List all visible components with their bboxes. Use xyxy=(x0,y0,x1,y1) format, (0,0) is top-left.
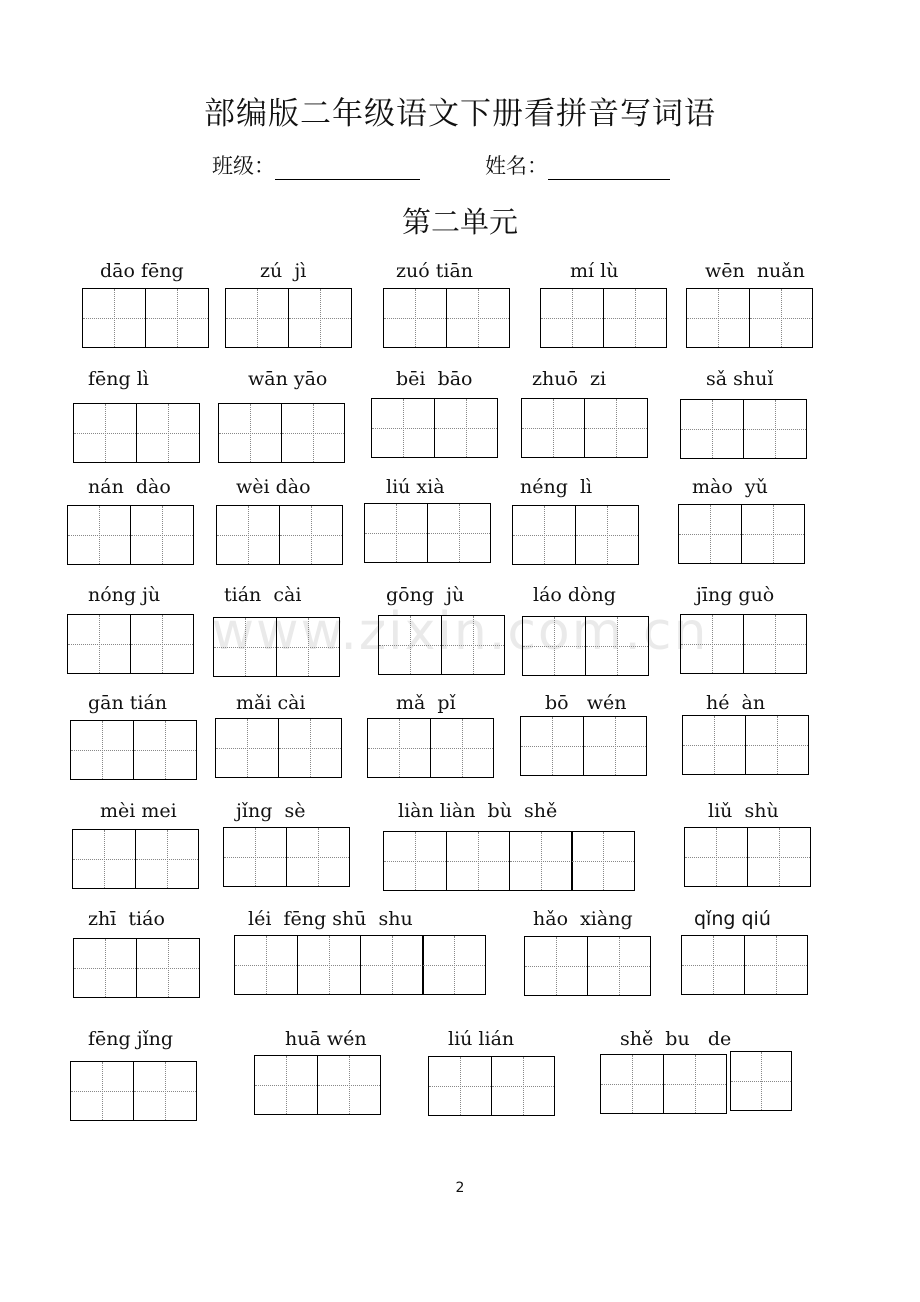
answer-boxes[interactable] xyxy=(223,827,349,887)
pinyin-label: wèi dào xyxy=(236,476,311,498)
pinyin-label: fēng lì xyxy=(88,368,149,390)
pinyin-label: liú lián xyxy=(448,1028,515,1050)
class-label: 班级： xyxy=(212,154,275,178)
answer-boxes[interactable] xyxy=(67,614,193,674)
answer-boxes[interactable] xyxy=(600,1054,726,1114)
pinyin-label: dāo fēng xyxy=(100,260,184,282)
answer-boxes[interactable] xyxy=(520,716,646,776)
pinyin-label: wēn nuǎn xyxy=(705,260,805,282)
answer-boxes[interactable] xyxy=(72,829,198,889)
answer-boxes[interactable] xyxy=(522,616,648,676)
answer-boxes[interactable] xyxy=(378,615,504,675)
pinyin-label: láo dòng xyxy=(533,584,616,606)
answer-boxes[interactable] xyxy=(524,936,650,996)
pinyin-label: mào yǔ xyxy=(692,476,768,498)
answer-boxes[interactable] xyxy=(216,505,342,565)
pinyin-label: jīng guò xyxy=(696,584,775,606)
answer-boxes[interactable] xyxy=(67,505,193,565)
answer-boxes[interactable] xyxy=(367,718,493,778)
answer-boxes[interactable] xyxy=(218,403,344,463)
pinyin-label: mǎi cài xyxy=(236,692,306,714)
pinyin-label: léi fēng shū shu xyxy=(248,908,413,930)
pinyin-label: fēng jǐng xyxy=(88,1028,174,1050)
pinyin-label: nán dào xyxy=(88,476,171,498)
pinyin-label: liàn liàn bù shě xyxy=(398,800,558,822)
pinyin-label: zhī tiáo xyxy=(88,908,165,930)
pinyin-label: gōng jù xyxy=(386,584,465,606)
pinyin-label: bō wén xyxy=(545,692,627,714)
pinyin-label: huā wén xyxy=(285,1028,367,1050)
answer-boxes[interactable] xyxy=(213,617,339,677)
answer-boxes[interactable] xyxy=(70,720,196,780)
answer-boxes[interactable] xyxy=(730,1051,791,1111)
pinyin-label: hé àn xyxy=(706,692,766,714)
name-label: 姓名： xyxy=(485,154,548,178)
pinyin-label: shě bu de xyxy=(620,1028,732,1050)
answer-boxes[interactable] xyxy=(234,935,485,995)
answer-boxes[interactable] xyxy=(686,288,812,348)
answer-boxes[interactable] xyxy=(680,399,806,459)
pinyin-label: mí lù xyxy=(570,260,619,282)
pinyin-label: zhuō zi xyxy=(532,368,607,390)
answer-boxes[interactable] xyxy=(225,288,351,348)
answer-boxes[interactable] xyxy=(678,504,804,564)
answer-boxes[interactable] xyxy=(512,505,638,565)
answer-boxes[interactable] xyxy=(73,938,199,998)
pinyin-label: néng lì xyxy=(520,476,593,498)
pinyin-label: mèi mei xyxy=(100,800,177,822)
answer-boxes[interactable] xyxy=(82,288,208,348)
watermark: www.zixin.com.cn xyxy=(211,602,709,662)
class-blank[interactable] xyxy=(275,159,420,180)
pinyin-label: mǎ pǐ xyxy=(396,692,456,714)
answer-boxes[interactable] xyxy=(383,288,509,348)
pinyin-label: gān tián xyxy=(88,692,168,714)
answer-boxes[interactable] xyxy=(682,715,808,775)
pinyin-label: sǎ shuǐ xyxy=(706,368,774,390)
answer-boxes[interactable] xyxy=(371,398,497,458)
answer-boxes[interactable] xyxy=(73,403,199,463)
pinyin-label: nóng jù xyxy=(88,584,161,606)
pinyin-label: zú jì xyxy=(260,260,307,282)
pinyin-label: liǔ shù xyxy=(708,800,779,822)
pinyin-label: tián cài xyxy=(224,584,302,606)
answer-boxes[interactable] xyxy=(364,503,490,563)
pinyin-label: wān yāo xyxy=(248,368,328,390)
answer-boxes[interactable] xyxy=(254,1055,380,1115)
answer-boxes[interactable] xyxy=(428,1056,554,1116)
pinyin-label: jǐng sè xyxy=(236,800,306,822)
class-field xyxy=(212,150,420,180)
pinyin-label: zuó tiān xyxy=(396,260,474,282)
worksheet-title: 部编版二年级语文下册看拼音写词语 xyxy=(204,96,716,132)
pinyin-label: qǐng qiú xyxy=(694,908,771,930)
answer-boxes[interactable] xyxy=(70,1061,196,1121)
answer-boxes[interactable] xyxy=(540,288,666,348)
answer-boxes[interactable] xyxy=(383,831,634,891)
name-blank[interactable] xyxy=(548,159,670,180)
page-number: 2 xyxy=(455,1180,465,1196)
name-field xyxy=(485,150,670,180)
unit-heading: 第二单元 xyxy=(401,205,518,239)
answer-boxes[interactable] xyxy=(684,827,810,887)
answer-boxes[interactable] xyxy=(521,398,647,458)
answer-boxes[interactable] xyxy=(215,718,341,778)
answer-boxes[interactable] xyxy=(681,935,807,995)
pinyin-label: bēi bāo xyxy=(396,368,473,390)
answer-boxes[interactable] xyxy=(680,614,806,674)
pinyin-label: hǎo xiàng xyxy=(533,908,633,930)
pinyin-label: liú xià xyxy=(386,476,445,498)
